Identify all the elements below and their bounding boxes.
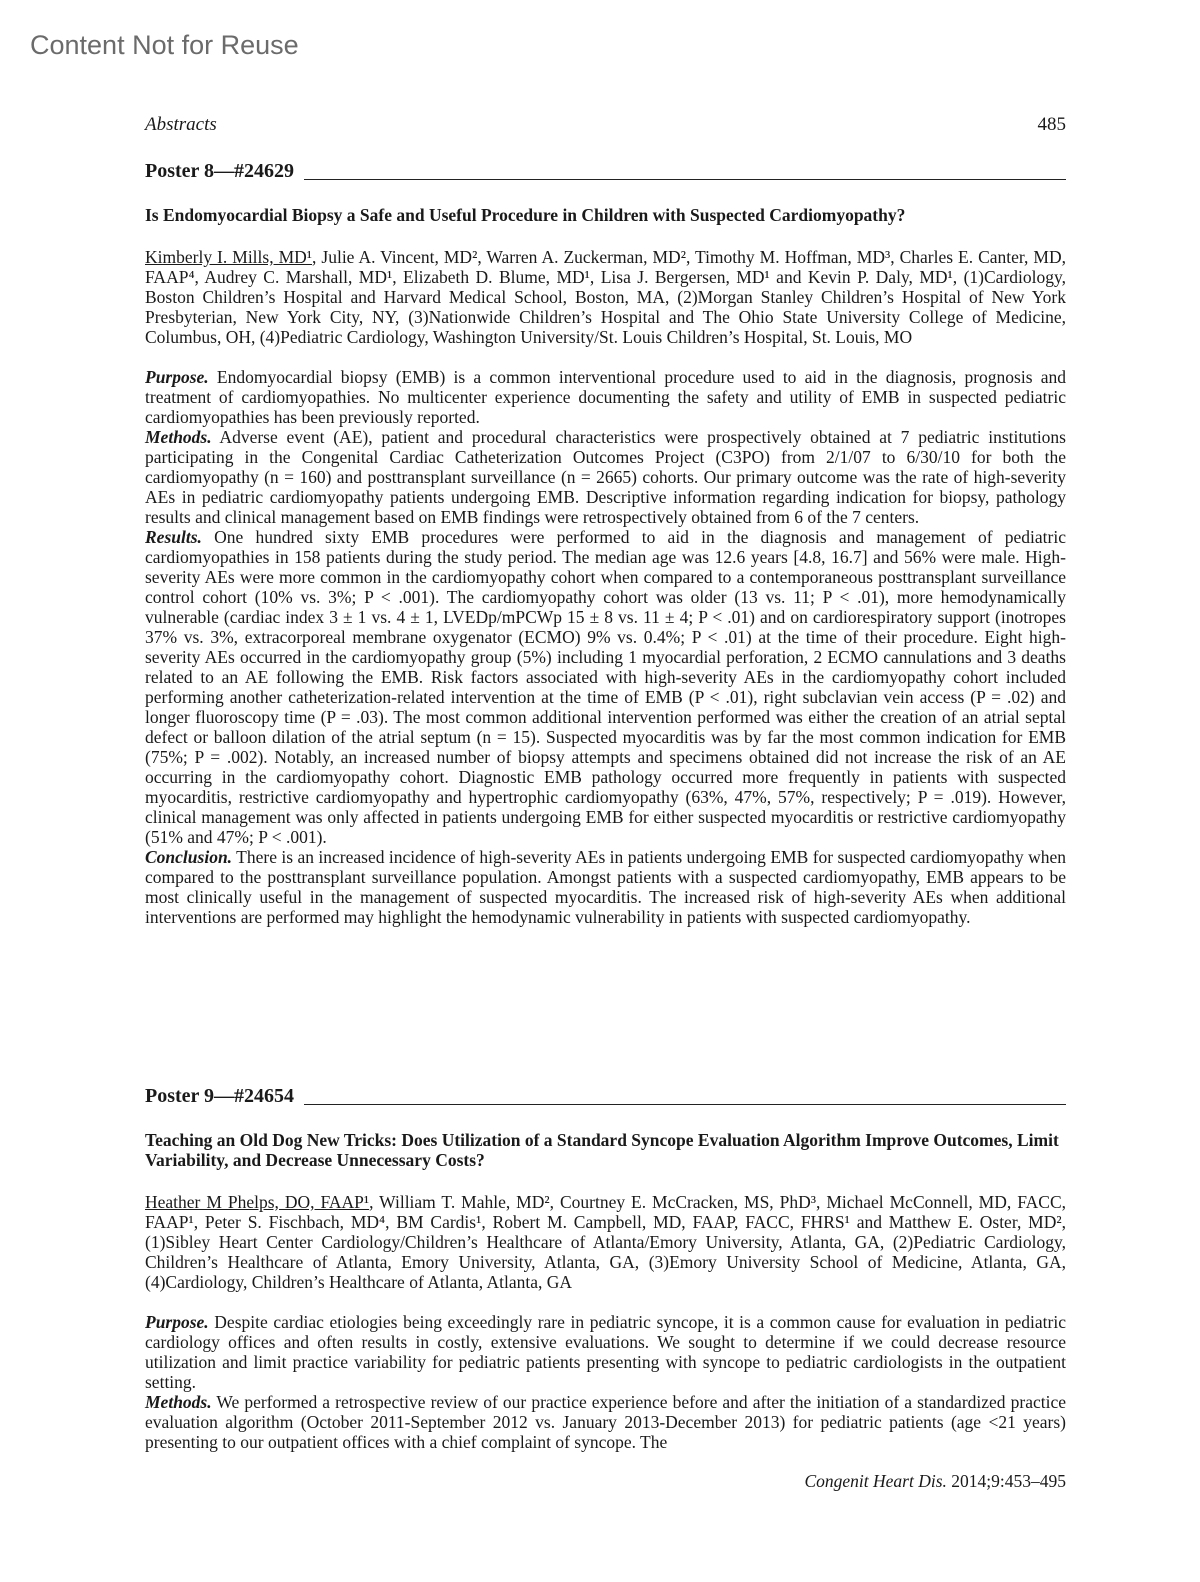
authors-affiliations: , William T. Mahle, MD², Courtney E. McCracken, MS, PhD³, Michael McConnell, MD, FACC, FAAP¹, Peter S. Fischbach, MD⁴, BM Cardis¹, Robert M. Campbell, MD, FAAP, FACC, FHRS¹ and Matthew E. Oster, MD², (1)Sibley Heart Center Cardiology/Children’s Healthcare of Atlanta/Emory University, Atlanta, GA, (2)Pediatric Cardiology, Children’s Healthcare of Atlanta, Emory University, Atlanta, GA, (3)Emory University School of Medicine, Atlanta, GA, (4)Cardiology, Children’s Healthcare of Atlanta, Atlanta, GA	[145, 1192, 1067, 1292]
abstract-title: Is Endomyocardial Biopsy a Safe and Useful Procedure in Children with Suspected Cardiomyopathy?	[145, 205, 906, 225]
journal-name: Congenit Heart Dis.	[804, 1471, 947, 1491]
heading-rule	[304, 179, 1066, 180]
citation: 2014;9:453–495	[946, 1471, 1066, 1491]
purpose-paragraph	[145, 367, 1066, 427]
section-text: There is an increased incidence of high-severity AEs in patients undergoing EMB for suspected cardiomyopathy when compared to the posttransplant surveillance population. Amongst patients with a suspected cardiomyopathy, EMB appears to be most clinically useful in the management of suspected myocarditis. The increased risk of high-severity AEs when additional interventions are performed may highlight the hemodynamic vulnerability in patients with suspected cardiomyopathy.	[145, 847, 1066, 927]
section-name: Abstracts	[145, 114, 217, 135]
methods-paragraph	[145, 1392, 1066, 1452]
abstract-poster-9	[145, 1085, 1066, 1452]
presenting-author: Heather M Phelps, DO, FAAP¹	[145, 1192, 370, 1212]
section-label: Purpose.	[145, 1312, 209, 1332]
abstract-poster-8	[145, 160, 1066, 927]
presenting-author: Kimberly I. Mills, MD¹	[145, 247, 313, 267]
watermark: Content Not for Reuse	[30, 30, 299, 60]
section-text: Adverse event (AE), patient and procedural characteristics were prospectively obtained at 7 pediatric institutions participating in the Congenital Cardiac Catheterization Outcomes Project (C3PO) from 2/1/07 to 6/30/10 for both the cardiomyopathy (n = 160) and posttransplant surveillance (n = 2665) cohorts. Our primary outcome was the rate of high-severity AEs in pediatric cardiomyopathy patients undergoing EMB. Descriptive information regarding indication for biopsy, pathology results and clinical management based on EMB findings were retrospectively obtained from 6 of the 7 centers.	[145, 427, 1066, 527]
poster-heading	[145, 160, 1066, 183]
poster-number: Poster 9—#24654	[145, 1085, 295, 1107]
authors-affiliations: , Julie A. Vincent, MD², Warren A. Zuckerman, MD², Timothy M. Hoffman, MD³, Charles E. Canter, MD, FAAP⁴, Audrey C. Marshall, MD¹, Elizabeth D. Blume, MD¹, Lisa J. Bergersen, MD¹ and Kevin P. Daly, MD¹, (1)Cardiology, Boston Children’s Hospital and Harvard Medical School, Boston, MA, (2)Morgan Stanley Children’s Hospital of New York Presbyterian, New York City, NY, (3)Nationwide Children’s Hospital and The Ohio State University College of Medicine, Columbus, OH, (4)Pediatric Cardiology, Washington University/St. Louis Children’s Hospital, St. Louis, MO	[145, 247, 1066, 347]
author-list	[145, 247, 1066, 347]
section-label: Methods.	[145, 427, 212, 447]
methods-paragraph	[145, 427, 1066, 527]
section-text: We performed a retrospective review of our practice experience before and after the initiation of a standardized practice evaluation algorithm (October 2011-September 2012 vs. January 2013-December 2013) for pediatric patients (age <21 years) presenting to our outpatient offices with a chief complaint of syncope. The	[145, 1392, 1066, 1452]
citation-footer	[804, 1471, 1066, 1492]
section-label: Purpose.	[145, 367, 209, 387]
author-list	[145, 1192, 1066, 1292]
purpose-paragraph	[145, 1312, 1066, 1392]
running-head	[145, 114, 1066, 136]
results-paragraph	[145, 527, 1066, 847]
poster-number: Poster 8—#24629	[145, 160, 295, 182]
abstract-body	[145, 1312, 1066, 1452]
section-text: One hundred sixty EMB procedures were performed to aid in the diagnosis and management of pediatric cardiomyopathies in 158 patients during the study period. The median age was 12.6 years [4.8, 16.7] and 56% were male. High-severity AEs were more common in the cardiomyopathy cohort when compared to a contemporaneous posttransplant surveillance control cohort (10% vs. 3%; P < .001). The cardiomyopathy cohort was older (13 vs. 11; P < .01), more hemodynamically vulnerable (cardiac index 3 ± 1 vs. 4 ± 1, LVEDp/mPCWp 15 ± 8 vs. 11 ± 4; P < .01) and on cardiorespiratory support (inotropes 37% vs. 3%, extracorporeal membrane oxygenator (ECMO) 9% vs. 0.4%; P < .01) at the time of their procedure. Eight high-severity AEs occurred in the cardiomyopathy group (5%) including 1 myocardial perforation, 2 ECMO cannulations and 3 deaths related to an AE following the EMB. Risk factors associated with high-severity AEs in the cardiomyopathy cohort included performing another catheterization-related intervention at the time of EMB (P < .01), right subclavian vein access (P = .02) and longer fluoroscopy time (P = .03). The most common additional intervention performed was either the creation of an atrial septal defect or balloon dilation of the atrial septum (n = 15). Suspected myocarditis was by far the most common indication for EMB (75%; P = .002). Notably, an increased number of biopsy attempts and specimens obtained did not increase the risk of an AE occurring in the cardiomyopathy cohort. Diagnostic EMB pathology occurred more frequently in patients with suspected myocarditis, restrictive cardiomyopathy and hypertrophic cardiomyopathy (63%, 47%, 57%, respectively; P = .019). However, clinical management was only affected in patients undergoing EMB for either suspected myocarditis or restrictive cardiomyopathy (51% and 47%; P < .001).	[145, 527, 1066, 847]
abstract-body	[145, 367, 1066, 927]
poster-heading	[145, 1085, 1066, 1108]
section-label: Conclusion.	[145, 847, 233, 867]
conclusion-paragraph	[145, 847, 1066, 927]
section-text: Despite cardiac etiologies being exceedingly rare in pediatric syncope, it is a common cause for evaluation in pediatric cardiology offices and often results in costly, extensive evaluations. We sought to determine if we could decrease resource utilization and limit practice variability for pediatric patients presenting with syncope to pediatric cardiologists in the outpatient setting.	[145, 1312, 1066, 1392]
abstract-title: Teaching an Old Dog New Tricks: Does Utilization of a Standard Syncope Evaluation Algorithm Improve Outcomes, Limit Variability, and Decrease Unnecessary Costs?	[145, 1130, 1059, 1170]
page-number: 485	[1037, 114, 1066, 135]
heading-rule	[304, 1104, 1066, 1105]
section-text: Endomyocardial biopsy (EMB) is a common interventional procedure used to aid in the diagnosis, prognosis and treatment of cardiomyopathies. No multicenter experience documenting the safety and utility of EMB in suspected pediatric cardiomyopathies has been previously reported.	[145, 367, 1066, 427]
section-label: Methods.	[145, 1392, 212, 1412]
section-label: Results.	[145, 527, 202, 547]
